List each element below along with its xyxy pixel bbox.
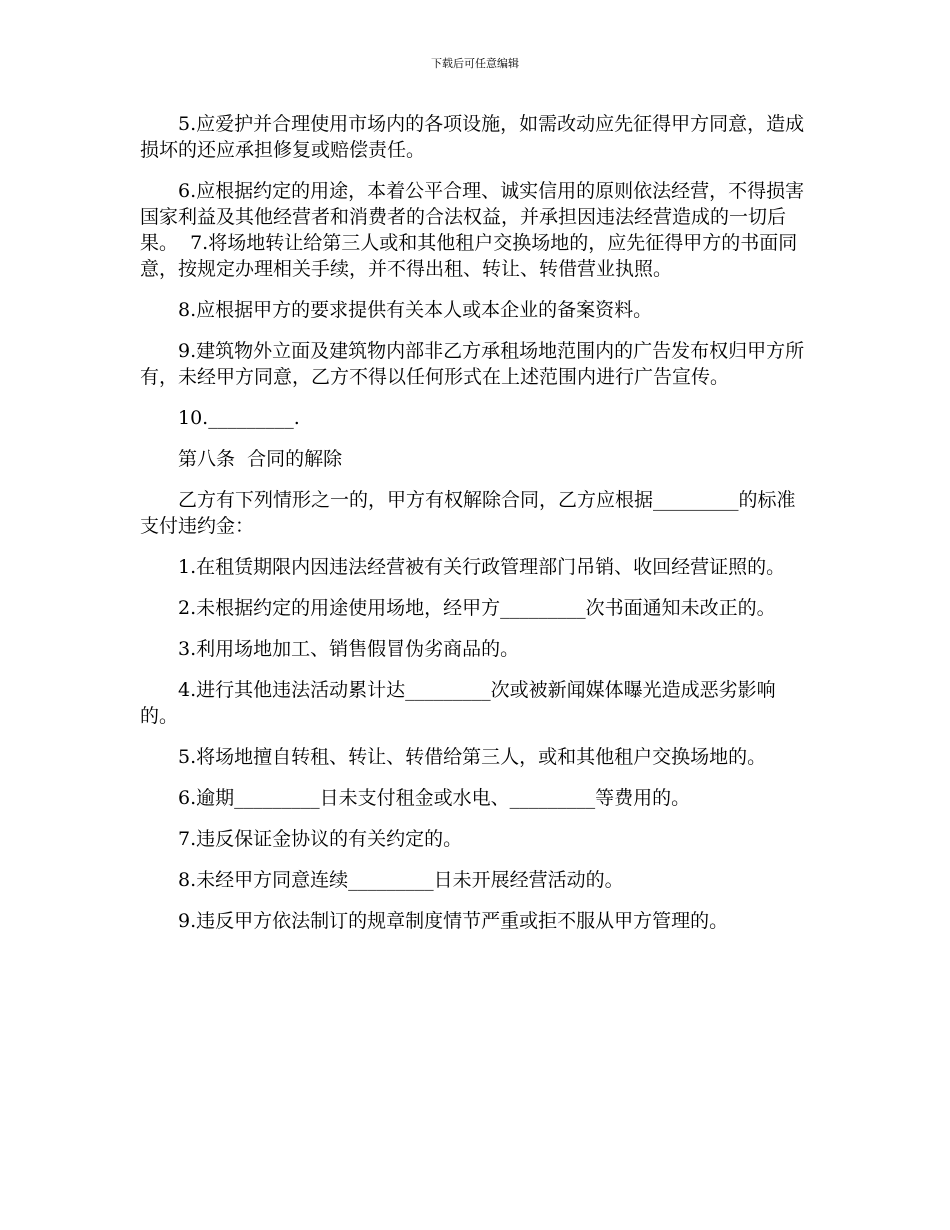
paragraph-clause-6-7: 6.应根据约定的用途，本着公平合理、诚实信用的原则依法经营，不得损害国家利益及其他经营者和消费者的合法权益，并承担因违法经营造成的一切后果。 7.将场地转让给第三人或和其他租户交换场地的，应先征得甲方的书面同意，按规定办理相关手续，并不得出租、转让、转借营业执照。 [140, 180, 805, 280]
document-body [140, 111, 812, 949]
paragraph-termination-3: 3.利用场地加工、销售假冒伪劣商品的。 [178, 638, 520, 660]
paragraph-termination-5: 5.将场地擅自转租、转让、转借给第三人，或和其他租户交换场地的。 [178, 746, 767, 768]
paragraph-termination-8: 8.未经甲方同意连续_________日未开展经营活动的。 [178, 869, 624, 891]
paragraph-termination-intro: 乙方有下列情形之一的，甲方有权解除合同，乙方应根据_________的标准支付违约金： [140, 489, 796, 537]
paragraph-termination-1: 1.在租赁期限内因违法经营被有关行政管理部门吊销、收回经营证照的。 [178, 556, 786, 578]
paragraph-termination-7: 7.违反保证金协议的有关约定的。 [178, 828, 463, 850]
paragraph-clause-10: 10._________. [178, 407, 300, 429]
paragraph-termination-6: 6.逾期_________日未支付租金或水电、_________等费用的。 [178, 787, 691, 809]
section-heading-article-8: 第八条 合同的解除 [178, 448, 343, 470]
page-header: 下载后可任意编辑 [431, 57, 519, 70]
paragraph-termination-9: 9.违反甲方依法制订的规章制度情节严重或拒不服从甲方管理的。 [178, 910, 729, 932]
paragraph-termination-2: 2.未根据约定的用途使用场地，经甲方_________次书面通知未改正的。 [178, 597, 776, 619]
paragraph-termination-4: 4.进行其他违法活动累计达_________次或被新闻媒体曝光造成恶劣影响的。 [140, 679, 776, 727]
paragraph-clause-9: 9.建筑物外立面及建筑物内部非乙方承租场地范围内的广告发布权归甲方所有，未经甲方同意，乙方不得以任何形式在上述范围内进行广告宣传。 [140, 340, 805, 388]
paragraph-clause-8: 8.应根据甲方的要求提供有关本人或本企业的备案资料。 [178, 299, 653, 321]
paragraph-clause-5: 5.应爱护并合理使用市场内的各项设施，如需改动应先征得甲方同意，造成损坏的还应承担修复或赔偿责任。 [140, 113, 805, 161]
